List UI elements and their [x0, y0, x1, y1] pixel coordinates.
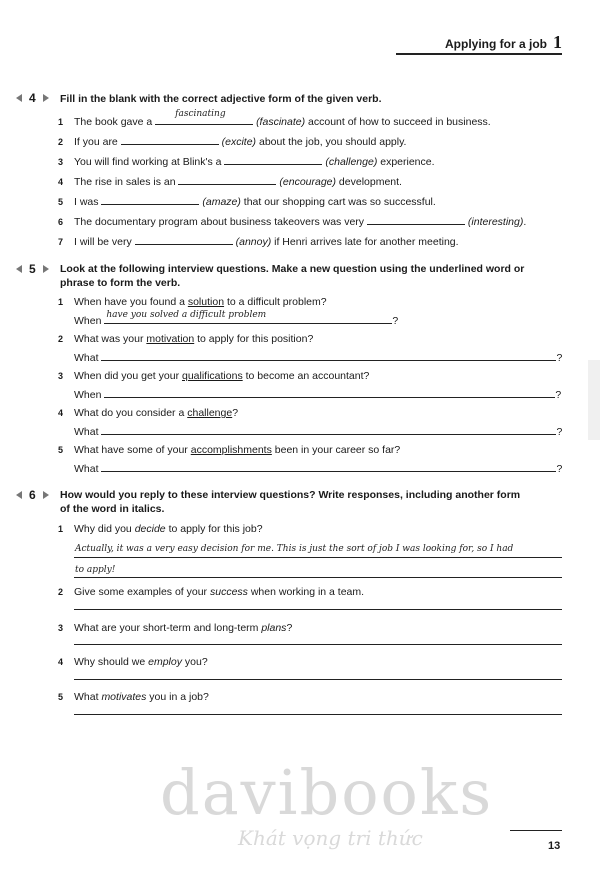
ex6-item-1-question: 1 Why did you decide to apply for this job?	[58, 523, 263, 535]
exercise-number: 5	[29, 262, 36, 276]
arrow-left-icon	[16, 265, 22, 273]
ex5-answer-2[interactable]	[101, 350, 556, 361]
ex6-item-2-question: 2 Give some examples of your success when working in a team.	[58, 586, 365, 598]
unit-number: 1	[553, 32, 562, 52]
exercise-5-instruction: Look at the following interview questions. Make a new question using the underlined word or phrase to form the verb.	[60, 263, 525, 289]
ex4-answer-1[interactable]: fascinating	[155, 114, 253, 125]
answer-line[interactable]	[74, 609, 562, 610]
arrow-right-icon	[43, 491, 49, 499]
arrow-left-icon	[16, 491, 22, 499]
answer-line[interactable]	[74, 577, 562, 578]
exercise-4-instruction: Fill in the blank with the correct adjective form of the given verb.	[60, 93, 382, 105]
ex4-answer-5[interactable]	[101, 194, 199, 205]
page-number: 13	[548, 840, 561, 852]
ex4-item-2: 2 If you are (excite) about the job, you should apply.	[58, 136, 407, 148]
watermark-logo: davibooks	[160, 756, 494, 829]
exercise-5-marker	[16, 262, 49, 276]
footer-rule	[510, 830, 562, 831]
watermark-tagline: Khát vọng tri thức	[238, 826, 423, 850]
exercise-4-marker	[16, 91, 49, 105]
ex5-answer-4[interactable]	[101, 424, 556, 435]
page-header	[445, 32, 562, 53]
answer-line[interactable]	[74, 679, 562, 680]
ex6-item-4-question: 4 Why should we employ you?	[58, 656, 208, 668]
arrow-right-icon	[43, 94, 49, 102]
ex5-item-3-answer-row: When ?	[74, 389, 562, 401]
ex5-item-5-question: 5 What have some of your accomplishments been in your career so far?	[58, 444, 401, 456]
ex5-answer-3[interactable]	[104, 387, 555, 398]
answer-line[interactable]	[74, 714, 562, 715]
ex5-item-1-question: 1 When have you found a solution to a difficult problem?	[58, 296, 327, 308]
exercise-number: 4	[29, 91, 36, 105]
ex6-answer-1-line-2: to apply!	[75, 565, 116, 575]
ex4-answer-4[interactable]	[178, 174, 276, 185]
ex4-answer-6[interactable]	[367, 214, 465, 225]
ex4-answer-2[interactable]	[121, 134, 219, 145]
ex4-answer-7[interactable]	[135, 234, 233, 245]
ex5-item-4-question: 4 What do you consider a challenge?	[58, 407, 239, 419]
ex6-answer-1-line-1: Actually, it was a very easy decision for me. This is just the sort of job I was looking for, so I had	[75, 544, 514, 554]
ex4-answer-3[interactable]	[224, 154, 322, 165]
ex4-item-1: 1 The book gave a fascinating (fascinate) account of how to succeed in business.	[58, 109, 491, 128]
ex4-item-6: 6 The documentary program about business takeovers was very (interesting).	[58, 216, 527, 228]
ex5-item-2-question: 2 What was your motivation to apply for this position?	[58, 333, 314, 345]
arrow-left-icon	[16, 94, 22, 102]
ex5-item-3-question: 3 When did you get your qualifications to become an accountant?	[58, 370, 370, 382]
ex5-answer-5[interactable]	[101, 461, 556, 472]
arrow-right-icon	[43, 265, 49, 273]
ex5-item-2-answer-row: What ?	[74, 352, 563, 364]
ex4-item-3: 3 You will find working at Blink's a (challenge) experience.	[58, 156, 435, 168]
header-rule	[396, 53, 562, 55]
ex4-item-5: 5 I was (amaze) that our shopping cart was so successful.	[58, 196, 436, 208]
ex5-answer-1[interactable]: have you solved a difficult problem	[104, 313, 392, 324]
ex5-item-5-answer-row: What ?	[74, 463, 563, 475]
ex5-item-1-answer-row: When have you solved a difficult problem ?	[74, 310, 399, 327]
unit-title: Applying for a job	[445, 37, 547, 51]
ex6-item-3-question: 3 What are your short-term and long-term plans?	[58, 622, 293, 634]
ex4-item-4: 4 The rise in sales is an (encourage) development.	[58, 176, 402, 188]
ex5-item-4-answer-row: What ?	[74, 426, 563, 438]
exercise-6-marker	[16, 488, 49, 502]
ex4-item-7: 7 I will be very (annoy) if Henri arrives late for another meeting.	[58, 236, 459, 248]
exercise-number: 6	[29, 488, 36, 502]
page-edge-shadow	[588, 360, 600, 440]
ex6-item-5-question: 5 What motivates you in a job?	[58, 691, 209, 703]
answer-line[interactable]	[74, 557, 562, 558]
exercise-6-instruction: How would you reply to these interview questions? Write responses, including another form of the word in italics.	[60, 489, 521, 515]
answer-line[interactable]	[74, 644, 562, 645]
